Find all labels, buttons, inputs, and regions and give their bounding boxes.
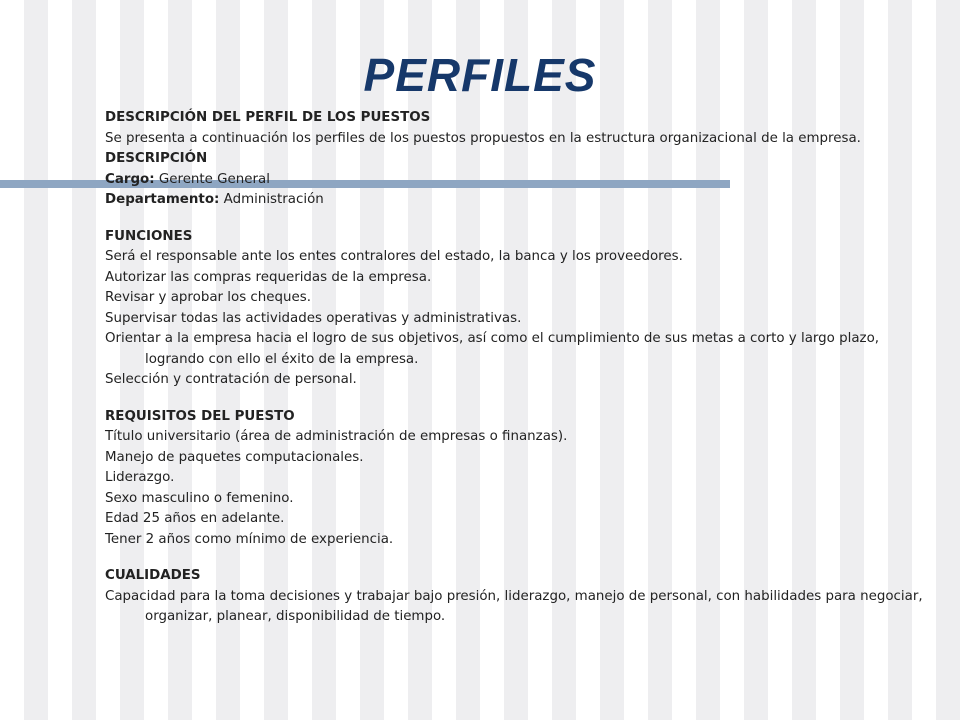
- funcion-item: Será el responsable ante los entes contralores del estado, la banca y los proveedores.: [105, 249, 683, 264]
- requisito-item: Edad 25 años en adelante.: [105, 511, 285, 526]
- requisito-item: Liderazgo.: [105, 470, 175, 485]
- requisito-item: Título universitario (área de administración de empresas o finanzas).: [105, 429, 568, 444]
- spacer: [105, 391, 935, 407]
- funcion-item: Autorizar las compras requeridas de la empresa.: [105, 269, 432, 285]
- spacer: [105, 550, 935, 566]
- departamento-line: [105, 190, 935, 211]
- cargo-label: Cargo:: [105, 171, 155, 187]
- funcion-item: Orientar a la empresa hacia el logro de sus objetivos, así como el cumplimiento de sus metas a corto y largo plazo, logrando con ello el éxito de la empresa.: [105, 331, 880, 367]
- funcion-item: Selección y contratación de personal.: [105, 372, 357, 387]
- spacer: [105, 211, 935, 227]
- departamento-value: Administración: [219, 192, 324, 207]
- section-heading-funciones: FUNCIONES: [105, 228, 193, 244]
- section-heading-cualidades: CUALIDADES: [105, 568, 201, 583]
- document-body: [105, 108, 935, 628]
- section-heading-requisitos: REQUISITOS DEL PUESTO: [105, 408, 295, 424]
- departamento-label: Departamento:: [105, 192, 220, 207]
- funcion-item: Revisar y aprobar los cheques.: [105, 290, 311, 305]
- requisito-item: Manejo de paquetes computacionales.: [105, 449, 364, 465]
- requisito-item: Sexo masculino o femenino.: [105, 490, 294, 506]
- intro-text: Se presenta a continuación los perfiles de los puestos propuestos en la estructura organizacional de la empresa.: [105, 130, 861, 146]
- requisito-item: Tener 2 años como mínimo de experiencia.: [105, 531, 394, 547]
- cualidades-text: Capacidad para la toma decisiones y trabajar bajo presión, liderazgo, manejo de personal, con habilidades para negociar, organizar, planear, disponibilidad de tiempo.: [105, 588, 923, 624]
- funcion-item: Supervisar todas las actividades operativas y administrativas.: [105, 310, 522, 326]
- cargo-value: Gerente General: [154, 171, 270, 187]
- page-title: PERFILES: [363, 49, 597, 101]
- section-heading-descripcion: DESCRIPCIÓN: [105, 151, 208, 166]
- section-heading-descripcion-perfil: DESCRIPCIÓN DEL PERFIL DE LOS PUESTOS: [105, 110, 431, 125]
- cargo-line: [105, 170, 935, 191]
